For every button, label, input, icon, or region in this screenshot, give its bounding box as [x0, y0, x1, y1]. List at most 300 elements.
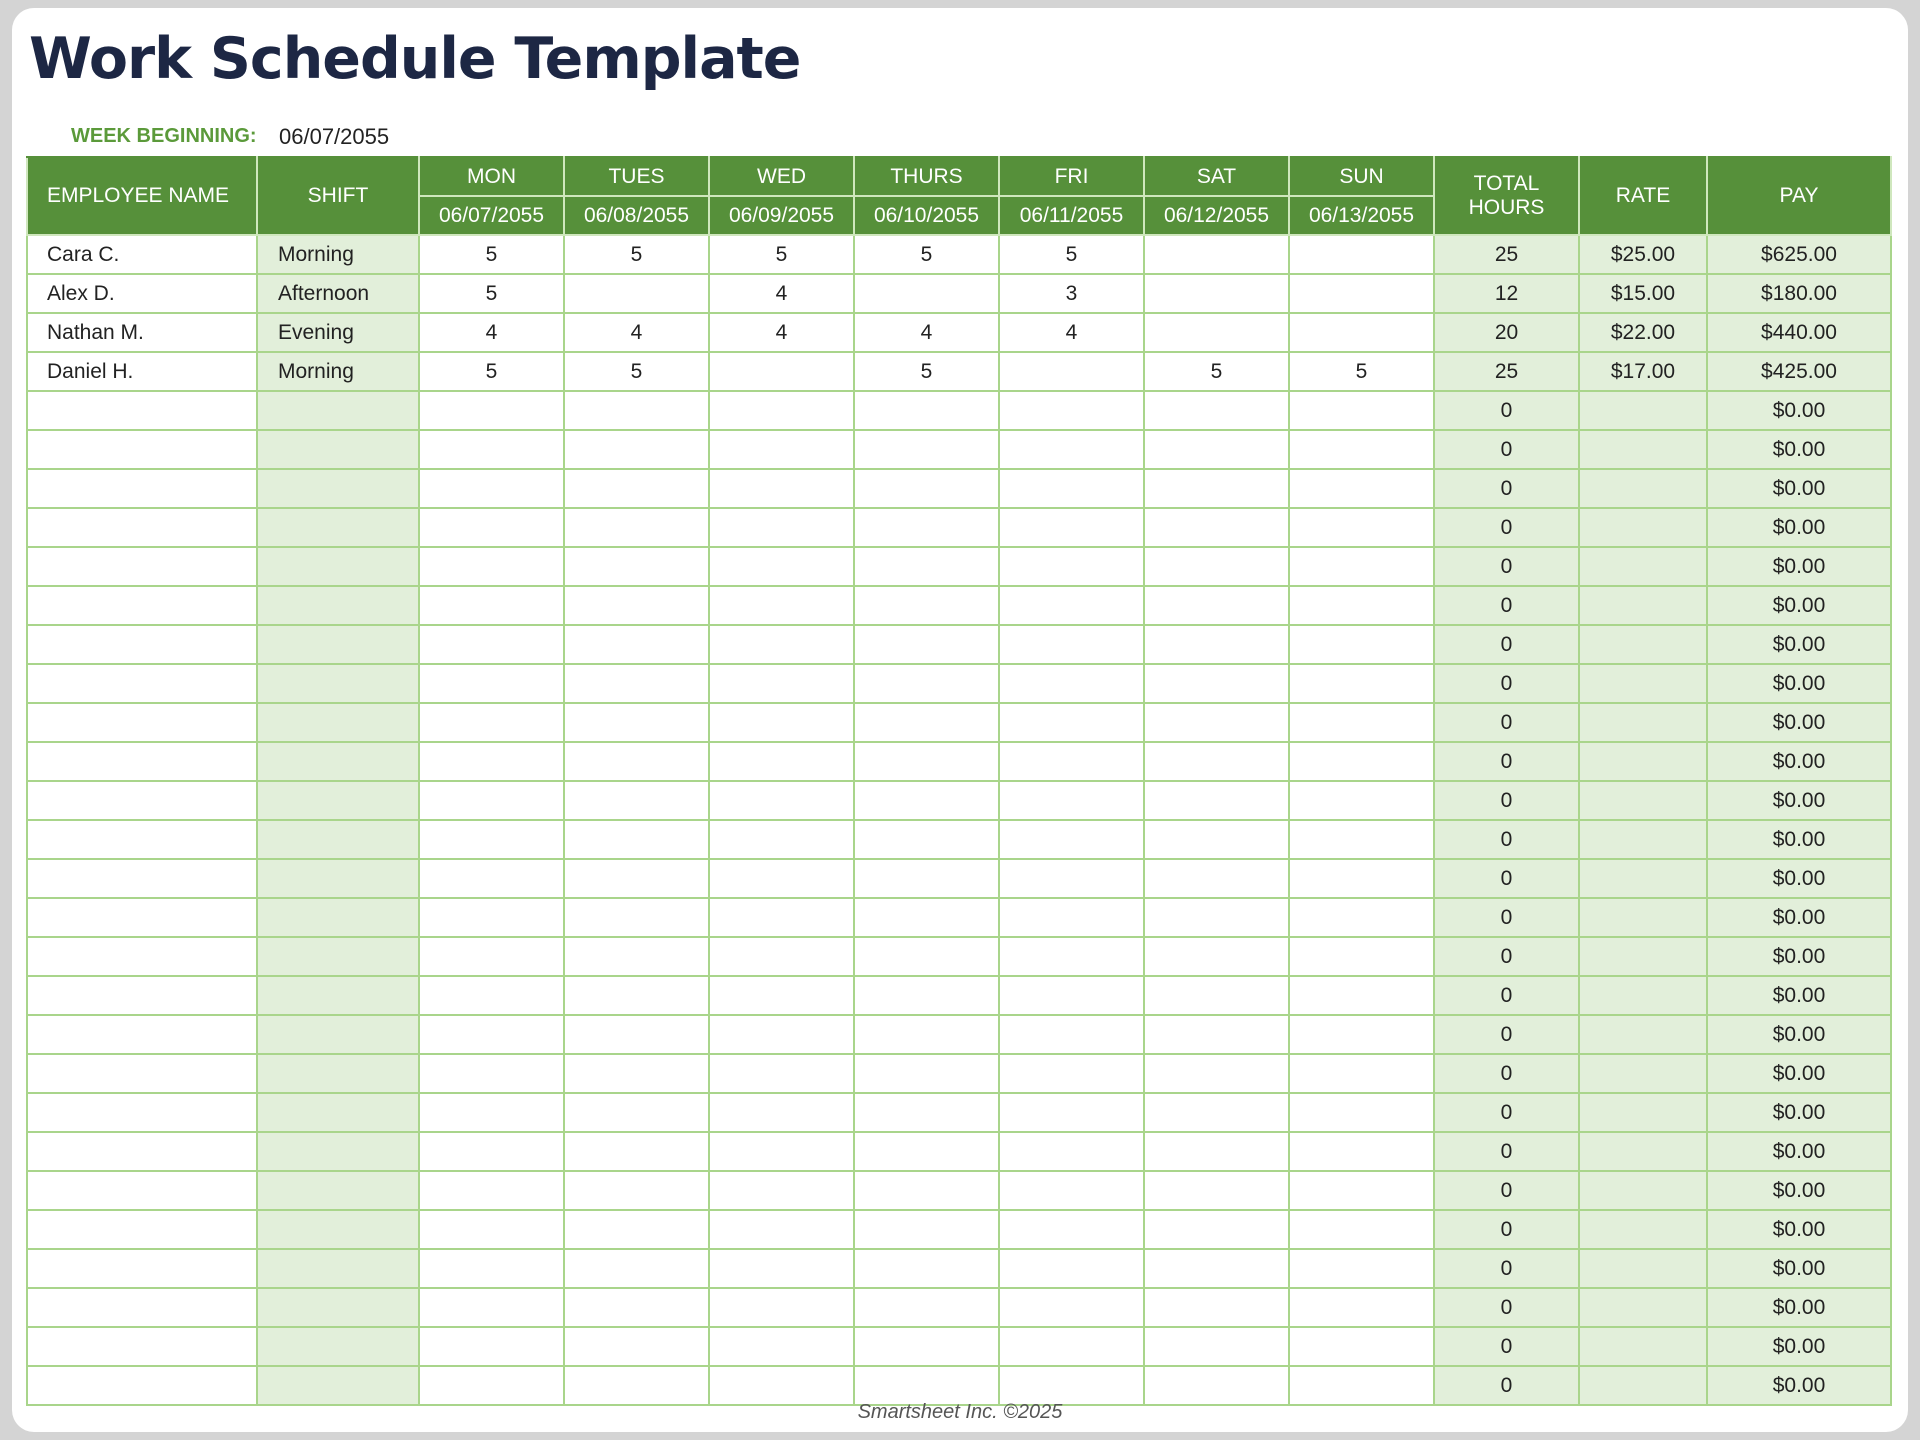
rate-cell[interactable]: [1579, 1210, 1707, 1249]
rate-cell[interactable]: $25.00: [1579, 235, 1707, 274]
hours-cell[interactable]: [999, 976, 1144, 1015]
rate-cell[interactable]: [1579, 1093, 1707, 1132]
employee-name-cell[interactable]: [27, 1015, 257, 1054]
hours-cell[interactable]: [564, 1249, 709, 1288]
hours-cell[interactable]: [999, 1132, 1144, 1171]
employee-name-cell[interactable]: [27, 1366, 257, 1405]
hours-cell[interactable]: [564, 1132, 709, 1171]
shift-cell[interactable]: [257, 742, 419, 781]
hours-cell[interactable]: 5: [854, 235, 999, 274]
hours-cell[interactable]: 4: [709, 274, 854, 313]
hours-cell[interactable]: [564, 820, 709, 859]
hours-cell[interactable]: [419, 781, 564, 820]
hours-cell[interactable]: [999, 937, 1144, 976]
rate-cell[interactable]: [1579, 937, 1707, 976]
hours-cell[interactable]: [854, 1054, 999, 1093]
hours-cell[interactable]: [419, 1327, 564, 1366]
hours-cell[interactable]: [564, 1171, 709, 1210]
shift-cell[interactable]: [257, 898, 419, 937]
employee-name-cell[interactable]: [27, 547, 257, 586]
hours-cell[interactable]: [564, 274, 709, 313]
employee-name-cell[interactable]: [27, 469, 257, 508]
hours-cell[interactable]: [709, 391, 854, 430]
hours-cell[interactable]: [709, 352, 854, 391]
hours-cell[interactable]: [564, 469, 709, 508]
hours-cell[interactable]: [1289, 1171, 1434, 1210]
hours-cell[interactable]: [1144, 781, 1289, 820]
employee-name-cell[interactable]: [27, 898, 257, 937]
hours-cell[interactable]: [419, 859, 564, 898]
hours-cell[interactable]: [709, 1093, 854, 1132]
hours-cell[interactable]: [564, 1015, 709, 1054]
hours-cell[interactable]: [1144, 625, 1289, 664]
hours-cell[interactable]: [709, 937, 854, 976]
hours-cell[interactable]: [419, 742, 564, 781]
rate-cell[interactable]: [1579, 391, 1707, 430]
employee-name-cell[interactable]: [27, 1249, 257, 1288]
hours-cell[interactable]: [709, 859, 854, 898]
hours-cell[interactable]: [999, 1171, 1144, 1210]
hours-cell[interactable]: [1144, 859, 1289, 898]
hours-cell[interactable]: [1144, 313, 1289, 352]
week-beginning-value[interactable]: 06/07/2055: [279, 124, 390, 149]
hours-cell[interactable]: [564, 1288, 709, 1327]
hours-cell[interactable]: [564, 430, 709, 469]
rate-cell[interactable]: [1579, 859, 1707, 898]
hours-cell[interactable]: [999, 1210, 1144, 1249]
employee-name-cell[interactable]: [27, 1288, 257, 1327]
hours-cell[interactable]: [999, 742, 1144, 781]
hours-cell[interactable]: [709, 508, 854, 547]
hours-cell[interactable]: [1144, 742, 1289, 781]
rate-cell[interactable]: [1579, 1171, 1707, 1210]
employee-name-cell[interactable]: Cara C.: [27, 235, 257, 274]
rate-cell[interactable]: [1579, 1327, 1707, 1366]
hours-cell[interactable]: [419, 430, 564, 469]
hours-cell[interactable]: [1289, 586, 1434, 625]
hours-cell[interactable]: [854, 586, 999, 625]
hours-cell[interactable]: [419, 820, 564, 859]
hours-cell[interactable]: [1144, 703, 1289, 742]
hours-cell[interactable]: [709, 1366, 854, 1405]
rate-cell[interactable]: [1579, 430, 1707, 469]
hours-cell[interactable]: [999, 1327, 1144, 1366]
hours-cell[interactable]: [999, 1015, 1144, 1054]
shift-cell[interactable]: [257, 1249, 419, 1288]
hours-cell[interactable]: [999, 820, 1144, 859]
hours-cell[interactable]: [854, 1015, 999, 1054]
hours-cell[interactable]: [999, 703, 1144, 742]
shift-cell[interactable]: [257, 391, 419, 430]
hours-cell[interactable]: [1289, 781, 1434, 820]
hours-cell[interactable]: [709, 430, 854, 469]
hours-cell[interactable]: 5: [564, 235, 709, 274]
hours-cell[interactable]: [999, 508, 1144, 547]
hours-cell[interactable]: [999, 547, 1144, 586]
hours-cell[interactable]: [999, 781, 1144, 820]
hours-cell[interactable]: [564, 937, 709, 976]
hours-cell[interactable]: [1144, 1015, 1289, 1054]
hours-cell[interactable]: [564, 859, 709, 898]
shift-cell[interactable]: [257, 1093, 419, 1132]
hours-cell[interactable]: [854, 1249, 999, 1288]
hours-cell[interactable]: [564, 1210, 709, 1249]
hours-cell[interactable]: 3: [999, 274, 1144, 313]
hours-cell[interactable]: [709, 1249, 854, 1288]
hours-cell[interactable]: [1289, 859, 1434, 898]
hours-cell[interactable]: 4: [419, 313, 564, 352]
hours-cell[interactable]: [1289, 976, 1434, 1015]
hours-cell[interactable]: [1289, 1132, 1434, 1171]
rate-cell[interactable]: [1579, 976, 1707, 1015]
hours-cell[interactable]: [999, 391, 1144, 430]
employee-name-cell[interactable]: Alex D.: [27, 274, 257, 313]
rate-cell[interactable]: [1579, 820, 1707, 859]
hours-cell[interactable]: [419, 1054, 564, 1093]
hours-cell[interactable]: [419, 976, 564, 1015]
rate-cell[interactable]: [1579, 1288, 1707, 1327]
employee-name-cell[interactable]: [27, 625, 257, 664]
hours-cell[interactable]: [999, 898, 1144, 937]
hours-cell[interactable]: [1289, 469, 1434, 508]
hours-cell[interactable]: 5: [854, 352, 999, 391]
rate-cell[interactable]: [1579, 625, 1707, 664]
hours-cell[interactable]: [1144, 664, 1289, 703]
hours-cell[interactable]: [419, 1015, 564, 1054]
hours-cell[interactable]: [854, 547, 999, 586]
employee-name-cell[interactable]: [27, 742, 257, 781]
hours-cell[interactable]: [419, 1210, 564, 1249]
shift-cell[interactable]: [257, 586, 419, 625]
hours-cell[interactable]: [419, 898, 564, 937]
rate-cell[interactable]: [1579, 703, 1707, 742]
hours-cell[interactable]: [1144, 937, 1289, 976]
hours-cell[interactable]: [854, 1093, 999, 1132]
hours-cell[interactable]: 5: [419, 274, 564, 313]
employee-name-cell[interactable]: [27, 430, 257, 469]
hours-cell[interactable]: [419, 586, 564, 625]
hours-cell[interactable]: [854, 820, 999, 859]
hours-cell[interactable]: [419, 1366, 564, 1405]
hours-cell[interactable]: [1289, 625, 1434, 664]
hours-cell[interactable]: [854, 781, 999, 820]
hours-cell[interactable]: [564, 742, 709, 781]
shift-cell[interactable]: [257, 976, 419, 1015]
hours-cell[interactable]: [999, 430, 1144, 469]
rate-cell[interactable]: [1579, 586, 1707, 625]
hours-cell[interactable]: [854, 469, 999, 508]
shift-cell[interactable]: [257, 1171, 419, 1210]
hours-cell[interactable]: [419, 1288, 564, 1327]
rate-cell[interactable]: [1579, 664, 1707, 703]
hours-cell[interactable]: [1289, 235, 1434, 274]
hours-cell[interactable]: [1144, 586, 1289, 625]
hours-cell[interactable]: [1289, 1366, 1434, 1405]
hours-cell[interactable]: [999, 469, 1144, 508]
hours-cell[interactable]: [1289, 430, 1434, 469]
hours-cell[interactable]: [564, 1327, 709, 1366]
hours-cell[interactable]: [419, 1249, 564, 1288]
hours-cell[interactable]: [1289, 1054, 1434, 1093]
hours-cell[interactable]: [1289, 1015, 1434, 1054]
hours-cell[interactable]: [564, 781, 709, 820]
hours-cell[interactable]: [1144, 1093, 1289, 1132]
hours-cell[interactable]: [1289, 547, 1434, 586]
rate-cell[interactable]: [1579, 1249, 1707, 1288]
hours-cell[interactable]: [564, 586, 709, 625]
hours-cell[interactable]: [709, 1210, 854, 1249]
hours-cell[interactable]: [854, 1288, 999, 1327]
hours-cell[interactable]: [709, 1288, 854, 1327]
shift-cell[interactable]: [257, 820, 419, 859]
hours-cell[interactable]: [1289, 898, 1434, 937]
employee-name-cell[interactable]: [27, 937, 257, 976]
hours-cell[interactable]: [1289, 937, 1434, 976]
hours-cell[interactable]: [419, 1093, 564, 1132]
hours-cell[interactable]: [419, 1171, 564, 1210]
shift-cell[interactable]: Evening: [257, 313, 419, 352]
shift-cell[interactable]: [257, 1015, 419, 1054]
hours-cell[interactable]: [1289, 1288, 1434, 1327]
shift-cell[interactable]: [257, 1327, 419, 1366]
hours-cell[interactable]: [709, 586, 854, 625]
shift-cell[interactable]: [257, 1132, 419, 1171]
employee-name-cell[interactable]: [27, 703, 257, 742]
hours-cell[interactable]: 4: [709, 313, 854, 352]
hours-cell[interactable]: [709, 1132, 854, 1171]
shift-cell[interactable]: [257, 664, 419, 703]
hours-cell[interactable]: [564, 976, 709, 1015]
hours-cell[interactable]: [854, 664, 999, 703]
hours-cell[interactable]: [564, 625, 709, 664]
hours-cell[interactable]: [709, 820, 854, 859]
employee-name-cell[interactable]: [27, 1093, 257, 1132]
hours-cell[interactable]: [1289, 820, 1434, 859]
hours-cell[interactable]: 5: [564, 352, 709, 391]
rate-cell[interactable]: [1579, 742, 1707, 781]
hours-cell[interactable]: [854, 1327, 999, 1366]
shift-cell[interactable]: [257, 703, 419, 742]
employee-name-cell[interactable]: [27, 859, 257, 898]
rate-cell[interactable]: $15.00: [1579, 274, 1707, 313]
hours-cell[interactable]: [999, 1288, 1144, 1327]
employee-name-cell[interactable]: [27, 664, 257, 703]
employee-name-cell[interactable]: [27, 391, 257, 430]
hours-cell[interactable]: [1144, 547, 1289, 586]
shift-cell[interactable]: [257, 859, 419, 898]
hours-cell[interactable]: [709, 781, 854, 820]
hours-cell[interactable]: [999, 859, 1144, 898]
hours-cell[interactable]: [1144, 1132, 1289, 1171]
hours-cell[interactable]: [1144, 469, 1289, 508]
hours-cell[interactable]: [709, 703, 854, 742]
hours-cell[interactable]: 4: [854, 313, 999, 352]
hours-cell[interactable]: [1144, 1210, 1289, 1249]
hours-cell[interactable]: [419, 469, 564, 508]
hours-cell[interactable]: 5: [419, 235, 564, 274]
hours-cell[interactable]: [1144, 508, 1289, 547]
hours-cell[interactable]: [999, 586, 1144, 625]
hours-cell[interactable]: [709, 898, 854, 937]
hours-cell[interactable]: [999, 1093, 1144, 1132]
employee-name-cell[interactable]: Nathan M.: [27, 313, 257, 352]
shift-cell[interactable]: [257, 430, 419, 469]
shift-cell[interactable]: [257, 1366, 419, 1405]
shift-cell[interactable]: Afternoon: [257, 274, 419, 313]
hours-cell[interactable]: [564, 664, 709, 703]
hours-cell[interactable]: [419, 664, 564, 703]
hours-cell[interactable]: [854, 1171, 999, 1210]
hours-cell[interactable]: 5: [1289, 352, 1434, 391]
shift-cell[interactable]: [257, 937, 419, 976]
hours-cell[interactable]: [1144, 1327, 1289, 1366]
hours-cell[interactable]: [854, 1366, 999, 1405]
hours-cell[interactable]: [1144, 274, 1289, 313]
hours-cell[interactable]: [854, 274, 999, 313]
hours-cell[interactable]: [1289, 313, 1434, 352]
hours-cell[interactable]: [854, 859, 999, 898]
hours-cell[interactable]: [854, 703, 999, 742]
hours-cell[interactable]: [1144, 430, 1289, 469]
employee-name-cell[interactable]: [27, 1171, 257, 1210]
hours-cell[interactable]: [1289, 742, 1434, 781]
hours-cell[interactable]: [564, 1366, 709, 1405]
employee-name-cell[interactable]: [27, 1132, 257, 1171]
shift-cell[interactable]: [257, 1288, 419, 1327]
employee-name-cell[interactable]: [27, 781, 257, 820]
hours-cell[interactable]: [564, 391, 709, 430]
hours-cell[interactable]: [564, 898, 709, 937]
hours-cell[interactable]: [709, 976, 854, 1015]
hours-cell[interactable]: [999, 352, 1144, 391]
hours-cell[interactable]: [1144, 391, 1289, 430]
hours-cell[interactable]: [854, 391, 999, 430]
rate-cell[interactable]: $17.00: [1579, 352, 1707, 391]
employee-name-cell[interactable]: [27, 1210, 257, 1249]
hours-cell[interactable]: [1144, 1249, 1289, 1288]
employee-name-cell[interactable]: [27, 1054, 257, 1093]
hours-cell[interactable]: [709, 1171, 854, 1210]
employee-name-cell[interactable]: [27, 820, 257, 859]
shift-cell[interactable]: Morning: [257, 352, 419, 391]
hours-cell[interactable]: 4: [564, 313, 709, 352]
hours-cell[interactable]: 5: [419, 352, 564, 391]
hours-cell[interactable]: [709, 547, 854, 586]
employee-name-cell[interactable]: [27, 508, 257, 547]
hours-cell[interactable]: [1289, 1210, 1434, 1249]
hours-cell[interactable]: [564, 1054, 709, 1093]
hours-cell[interactable]: [1144, 976, 1289, 1015]
hours-cell[interactable]: 4: [999, 313, 1144, 352]
hours-cell[interactable]: [999, 1054, 1144, 1093]
hours-cell[interactable]: [419, 391, 564, 430]
rate-cell[interactable]: $22.00: [1579, 313, 1707, 352]
rate-cell[interactable]: [1579, 1054, 1707, 1093]
hours-cell[interactable]: [854, 1210, 999, 1249]
hours-cell[interactable]: [854, 625, 999, 664]
hours-cell[interactable]: [564, 1093, 709, 1132]
hours-cell[interactable]: [999, 1249, 1144, 1288]
hours-cell[interactable]: 5: [999, 235, 1144, 274]
hours-cell[interactable]: [419, 1132, 564, 1171]
shift-cell[interactable]: [257, 1210, 419, 1249]
hours-cell[interactable]: [1144, 1366, 1289, 1405]
hours-cell[interactable]: [1144, 1288, 1289, 1327]
rate-cell[interactable]: [1579, 1366, 1707, 1405]
hours-cell[interactable]: [419, 508, 564, 547]
hours-cell[interactable]: [709, 742, 854, 781]
hours-cell[interactable]: [419, 625, 564, 664]
hours-cell[interactable]: 5: [1144, 352, 1289, 391]
rate-cell[interactable]: [1579, 781, 1707, 820]
hours-cell[interactable]: [419, 937, 564, 976]
shift-cell[interactable]: Morning: [257, 235, 419, 274]
hours-cell[interactable]: [854, 976, 999, 1015]
hours-cell[interactable]: [1289, 1249, 1434, 1288]
hours-cell[interactable]: [709, 625, 854, 664]
hours-cell[interactable]: [854, 898, 999, 937]
hours-cell[interactable]: [1144, 898, 1289, 937]
hours-cell[interactable]: [709, 469, 854, 508]
hours-cell[interactable]: [1289, 274, 1434, 313]
hours-cell[interactable]: [1144, 820, 1289, 859]
employee-name-cell[interactable]: [27, 976, 257, 1015]
rate-cell[interactable]: [1579, 469, 1707, 508]
hours-cell[interactable]: [999, 1366, 1144, 1405]
hours-cell[interactable]: [854, 937, 999, 976]
employee-name-cell[interactable]: Daniel H.: [27, 352, 257, 391]
hours-cell[interactable]: [1289, 508, 1434, 547]
rate-cell[interactable]: [1579, 547, 1707, 586]
hours-cell[interactable]: [564, 508, 709, 547]
hours-cell[interactable]: [1144, 1171, 1289, 1210]
shift-cell[interactable]: [257, 781, 419, 820]
hours-cell[interactable]: [1144, 1054, 1289, 1093]
hours-cell[interactable]: [854, 1132, 999, 1171]
hours-cell[interactable]: [709, 1054, 854, 1093]
shift-cell[interactable]: [257, 625, 419, 664]
hours-cell[interactable]: [419, 703, 564, 742]
shift-cell[interactable]: [257, 1054, 419, 1093]
hours-cell[interactable]: 5: [709, 235, 854, 274]
hours-cell[interactable]: [709, 1327, 854, 1366]
shift-cell[interactable]: [257, 469, 419, 508]
hours-cell[interactable]: [854, 508, 999, 547]
hours-cell[interactable]: [1289, 664, 1434, 703]
shift-cell[interactable]: [257, 547, 419, 586]
hours-cell[interactable]: [1289, 391, 1434, 430]
hours-cell[interactable]: [1289, 703, 1434, 742]
shift-cell[interactable]: [257, 508, 419, 547]
rate-cell[interactable]: [1579, 1132, 1707, 1171]
hours-cell[interactable]: [1289, 1327, 1434, 1366]
rate-cell[interactable]: [1579, 898, 1707, 937]
hours-cell[interactable]: [419, 547, 564, 586]
hours-cell[interactable]: [709, 664, 854, 703]
hours-cell[interactable]: [1144, 235, 1289, 274]
hours-cell[interactable]: [999, 664, 1144, 703]
hours-cell[interactable]: [564, 547, 709, 586]
hours-cell[interactable]: [709, 1015, 854, 1054]
hours-cell[interactable]: [1289, 1093, 1434, 1132]
rate-cell[interactable]: [1579, 1015, 1707, 1054]
employee-name-cell[interactable]: [27, 586, 257, 625]
hours-cell[interactable]: [564, 703, 709, 742]
employee-name-cell[interactable]: [27, 1327, 257, 1366]
hours-cell[interactable]: [854, 742, 999, 781]
rate-cell[interactable]: [1579, 508, 1707, 547]
hours-cell[interactable]: [854, 430, 999, 469]
